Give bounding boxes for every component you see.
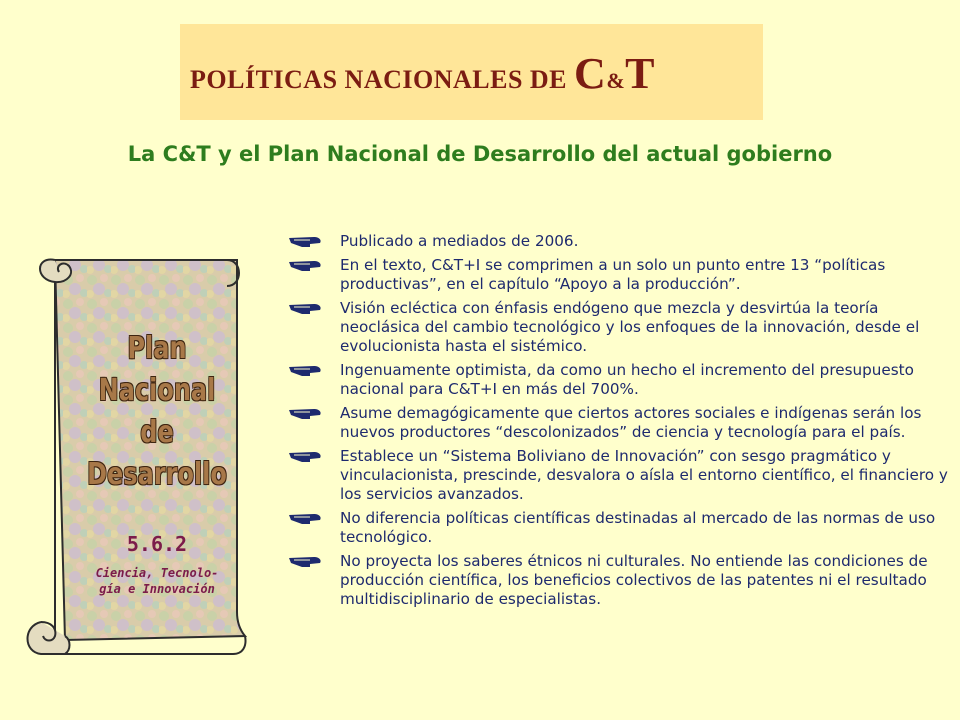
hand-pointer-icon xyxy=(288,364,324,383)
hand-pointer-icon xyxy=(288,259,324,278)
plan-scroll-image xyxy=(15,250,255,662)
list-item: Ingenuamente optimista, da como un hecho el incremento del presupuesto nacional para C&T+I en más del 700%. xyxy=(288,361,948,399)
hand-pointer-icon xyxy=(288,235,324,254)
list-item: En el texto, C&T+I se comprimen a un solo un punto entre 13 “políticas productivas”, en el capítulo “Apoyo a la producción”. xyxy=(288,256,948,294)
bullet-list xyxy=(288,232,948,614)
page-title: POLÍTICAS NACIONALES DE C&T xyxy=(190,49,655,98)
section-title: Ciencia, Tecnolo- gía e Innovación xyxy=(95,566,219,596)
section-number: 5.6.2 xyxy=(126,532,188,556)
list-item: Establece un “Sistema Boliviano de Innovación” con sesgo pragmático y vinculacionista, prescinde, desvalora o aísla el entorno científico, el financiero y los servicios avanzados. xyxy=(288,447,948,504)
list-item: No proyecta los saberes étnicos ni culturales. No entiende las condiciones de producción científica, los beneficios colectivos de las patentes ni el resultado multidisciplinario de especialistas. xyxy=(288,552,948,609)
hand-pointer-icon xyxy=(288,450,324,469)
hand-pointer-icon xyxy=(288,555,324,574)
list-item: Publicado a mediados de 2006. xyxy=(288,232,948,251)
list-item: Visión ecléctica con énfasis endógeno que mezcla y desvirtúa la teoría neoclásica del cambio tecnológico y los enfoques de la innovación, desde el evolucionista hasta el sistémico. xyxy=(288,299,948,356)
hand-pointer-icon xyxy=(288,302,324,321)
hand-pointer-icon xyxy=(288,512,324,531)
hand-pointer-icon xyxy=(288,407,324,426)
list-item: No diferencia políticas científicas destinadas al mercado de las normas de uso tecnológico. xyxy=(288,509,948,547)
page-subtitle: La C&T y el Plan Nacional de Desarrollo del actual gobierno xyxy=(127,142,833,166)
scroll-title: Plan Nacional de Desarrollo xyxy=(87,331,227,492)
list-item: Asume demagógicamente que ciertos actores sociales e indígenas serán los nuevos productores “descolonizados” de ciencia y tecnología para el país. xyxy=(288,404,948,442)
